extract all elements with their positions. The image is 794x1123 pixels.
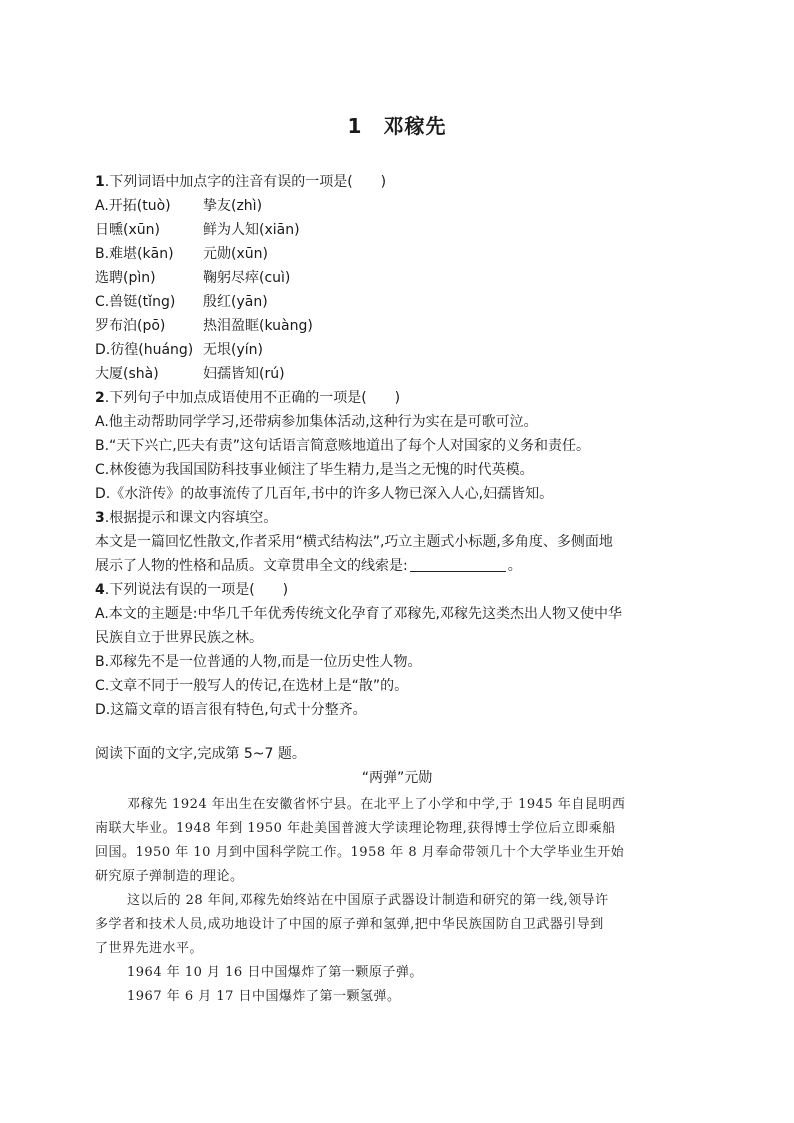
question-number: 4 [95,582,105,598]
option-b: B.邓稼先不是一位普通的人物,而是一位历史性人物。 [95,654,422,670]
question-1 [95,170,705,386]
question-stem-text: .下列句子中加点成语使用不正确的一项是( ) [104,390,401,406]
option-item: 元勋(xūn) [203,246,268,262]
question-stem-text: .根据提示和课文内容填空。 [104,510,278,526]
fill-end: 。 [507,558,522,574]
option-row [95,194,705,218]
passage-line: 了世界先进水平。 [95,941,204,956]
option-item: B.难堪(kān) [95,246,174,262]
question-number: 2 [95,390,105,406]
question-3-text-line: 本文是一篇回忆性散文,作者采用“横式结构法”,巧立主题式小标题,多角度、多侧面地 [95,534,613,550]
reading-instruction: 阅读下面的文字,完成第 5~7 题。 [95,746,306,762]
option-item: 无垠(yín) [203,342,263,358]
passage-line: 南联大毕业。1948 年到 1950 年赴美国普渡大学读理论物理,获得博士学位后立即乘船 [95,821,616,836]
option-item: 罗布泊(pō) [95,318,166,334]
option-row [95,290,705,314]
question-1-stem [95,170,705,194]
option-a: A.他主动帮助同学学习,还带病参加集体活动,这种行为实在是可歌可泣。 [95,414,538,430]
option-row [95,338,705,362]
option-a: A.本文的主题是:中华几千年优秀传统文化孕育了邓稼先,邓稼先这类杰出人物又使中华 [95,606,622,622]
option-c: C.林俊德为我国国防科技事业倾注了毕生精力,是当之无愧的时代英模。 [95,462,534,478]
option-item: 妇孺皆知(rú) [203,366,285,382]
question-number: 1 [95,174,105,190]
passage-line: 这以后的 28 年间,邓稼先始终站在中国原子武器设计制造和研究的第一线,领导许 [127,893,609,908]
passage-line: 研究原子弹制造的理论。 [95,869,244,884]
option-row [95,362,705,386]
passage-line: 邓稼先 1924 年出生在安徽省怀宁县。在北平上了小学和中学,于 1945 年自昆明西 [127,797,626,812]
question-stem-text: .下列说法有误的一项是( ) [104,582,289,598]
option-c: C.文章不同于一般写人的传记,在选材上是“散”的。 [95,678,409,694]
option-row [95,218,705,242]
passage-line: 多学者和技术人员,成功地设计了中国的原子弹和氢弹,把中华民族国防自卫武器引导到 [95,917,604,932]
answer-blank[interactable] [410,555,506,572]
page-title: 1 邓稼先 [347,114,447,138]
question-stem-text: .下列词语中加点字的注音有误的一项是( ) [104,174,387,190]
reading-passage [95,793,705,1009]
question-3 [95,506,705,578]
option-a-continued: 民族自立于世界民族之林。 [95,630,263,646]
option-item: C.兽铤(tǐng) [95,294,176,310]
option-item: 选聘(pìn) [95,270,156,286]
option-item: 热泪盈眶(kuàng) [203,318,313,334]
passage-title: “两弹”元勋 [361,770,433,786]
option-row [95,314,705,338]
option-item: 大厦(shà) [95,366,159,382]
option-item: 挚友(zhì) [203,198,263,214]
option-item: D.彷徨(huáng) [95,342,194,358]
question-1-options [95,194,705,386]
question-2 [95,386,705,506]
question-3-fill-line [95,554,705,578]
passage-line: 1967 年 6 月 17 日中国爆炸了第一颗氢弹。 [127,989,401,1004]
option-row [95,266,705,290]
question-number: 3 [95,510,105,526]
option-item: 鞠躬尽瘁(cuì) [203,270,291,286]
option-item: A.开拓(tuò) [95,198,171,214]
fill-prompt: 展示了人物的性格和品质。文章贯串全文的线索是: [95,558,408,574]
question-4-stem [95,578,705,602]
option-d: D.《水浒传》的故事流传了几百年,书中的许多人物已深入人心,妇孺皆知。 [95,486,554,502]
option-item: 鲜为人知(xiān) [203,222,300,238]
option-b: B.“天下兴亡,匹夫有责”这句话语言简意赅地道出了每个人对国家的义务和责任。 [95,438,591,454]
passage-line: 1964 年 10 月 16 日中国爆炸了第一颗原子弹。 [127,965,423,980]
question-4 [95,578,705,722]
question-2-stem [95,386,705,410]
passage-line: 回国。1950 年 10 月到中国科学院工作。1958 年 8 月奉命带领几十个大学毕业生开始 [95,845,625,860]
option-item: 殷红(yān) [203,294,268,310]
option-item: 日曛(xūn) [95,222,160,238]
question-3-stem [95,506,705,530]
option-d: D.这篇文章的语言很有特色,句式十分整齐。 [95,702,367,718]
option-row [95,242,705,266]
